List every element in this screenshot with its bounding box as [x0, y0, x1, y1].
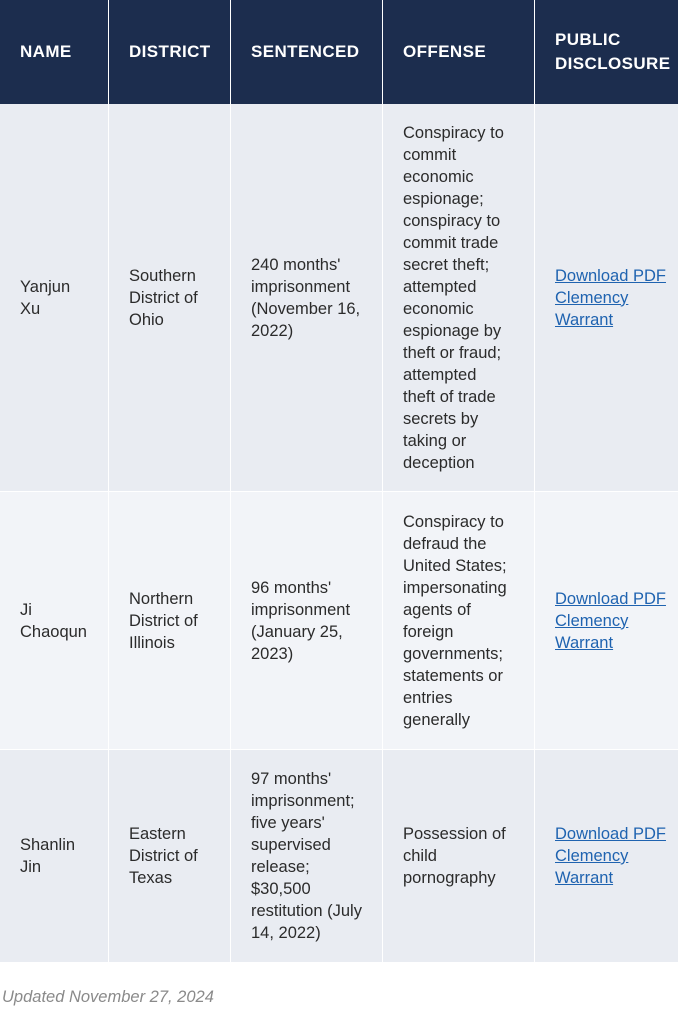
updated-date-note: Updated November 27, 2024	[2, 988, 214, 1006]
cell-sentenced: 240 months' imprisonment (November 16, 2022)	[231, 104, 383, 492]
column-header-offense: OFFENSE	[383, 0, 535, 104]
cell-name: Ji Chaoqun	[0, 492, 109, 750]
cell-offense: Conspiracy to defraud the United States; impersonating agents of foreign governments; statements or entries generally	[383, 492, 535, 750]
cell-district: Eastern District of Texas	[109, 750, 231, 962]
download-clemency-warrant-link[interactable]: Download PDF Clemency Warrant	[555, 266, 666, 329]
cell-name: Shanlin Jin	[0, 750, 109, 962]
table-row	[0, 492, 678, 750]
cell-sentenced: 96 months' imprisonment (January 25, 2023)	[231, 492, 383, 750]
column-header-district: DISTRICT	[109, 0, 231, 104]
cell-name: Yanjun Xu	[0, 104, 109, 492]
cell-public-disclosure	[535, 104, 678, 492]
table-row	[0, 104, 678, 492]
table-row	[0, 750, 678, 962]
cell-sentenced: 97 months' imprisonment; five years' supervised release; $30,500 restitution (July 14, 2022)	[231, 750, 383, 962]
cell-offense: Conspiracy to commit economic espionage; conspiracy to commit trade secret theft; attempted economic espionage by theft or fraud; attempted theft of trade secrets by taking or deception	[383, 104, 535, 492]
column-header-sentenced: SENTENCED	[231, 0, 383, 104]
table-header-row	[0, 0, 678, 104]
download-clemency-warrant-link[interactable]: Download PDF Clemency Warrant	[555, 825, 666, 887]
cell-public-disclosure	[535, 750, 678, 962]
cell-offense: Possession of child pornography	[383, 750, 535, 962]
column-header-name: NAME	[0, 0, 109, 104]
download-clemency-warrant-link[interactable]: Download PDF Clemency Warrant	[555, 589, 666, 652]
column-header-public-disclosure: PUBLIC DISCLOSURE	[535, 0, 678, 104]
cell-district: Southern District of Ohio	[109, 104, 231, 492]
cell-public-disclosure	[535, 492, 678, 750]
cell-district: Northern District of Illinois	[109, 492, 231, 750]
